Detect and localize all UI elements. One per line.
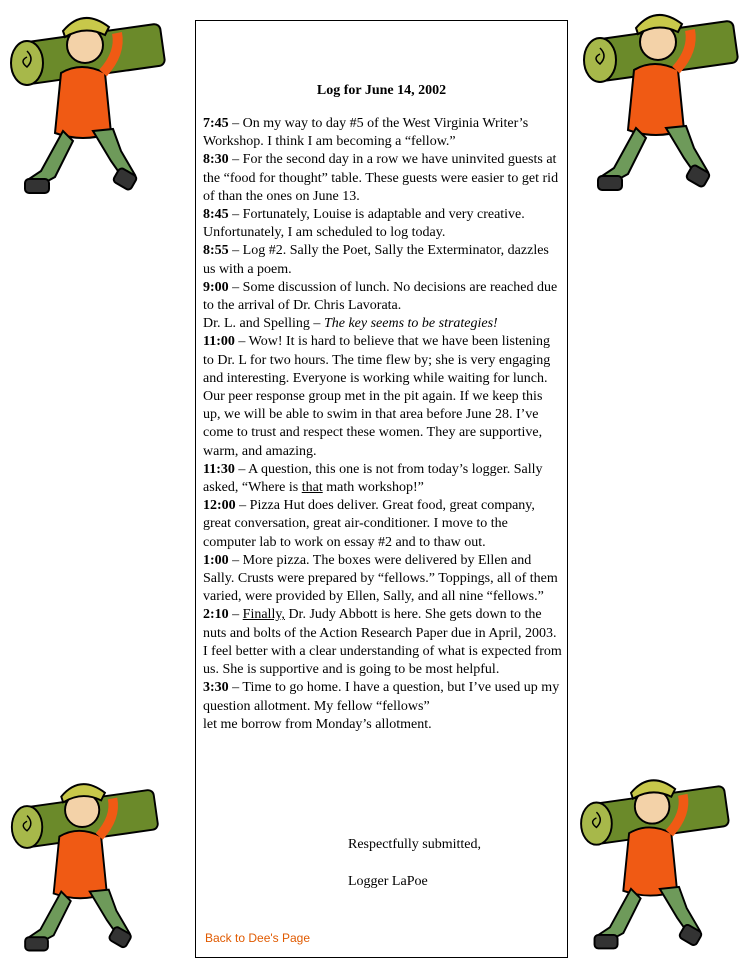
- entry-time: 1:00: [203, 552, 229, 568]
- entry-separator: –: [228, 279, 243, 295]
- entry-separator: –: [235, 498, 250, 514]
- entry-text: On my way to day #5 of the West Virginia Writer’s Workshop. I think I am becoming a “fellow.”: [203, 116, 529, 150]
- closing-text: Respectfully submitted,: [348, 837, 481, 852]
- log-panel: [195, 20, 568, 958]
- entry-text: Log #2. Sally the Poet, Sally the Exterminator, dazzles us with a poem.: [203, 243, 549, 277]
- entry-time: 11:30: [203, 461, 235, 477]
- entry-text: math workshop!”: [322, 480, 424, 496]
- entry-time: 3:30: [203, 680, 229, 696]
- log-entry: [203, 242, 563, 278]
- entry-underlined-text: that: [301, 480, 323, 496]
- log-entry-subtopic: [203, 315, 563, 333]
- entry-text: Wow! It is hard to believe that we have been listening to Dr. L for two hours. The time flew by; she is very engaging and interesting. Everyone is working while waiting for lunch. Our peer response group met in the pit again. If we keep this up, we will be able to swim in that area before June 28. I’ve come to trust and respect these women. They are supportive, warm, and amazing.: [203, 334, 551, 459]
- entry-separator: –: [228, 207, 243, 223]
- entry-separator: –: [228, 116, 243, 131]
- entry-separator: –: [228, 552, 243, 568]
- lumberjack-clipart: [0, 770, 170, 960]
- entry-time: 8:55: [203, 243, 229, 259]
- entry-time: 2:10: [203, 607, 229, 623]
- log-entry: [203, 151, 563, 206]
- lumberjack-clipart: [3, 3, 173, 203]
- lumberjack-clipart: [570, 766, 740, 958]
- entry-separator: –: [228, 243, 243, 259]
- log-entry: [203, 552, 563, 607]
- entry-time: 12:00: [203, 498, 236, 514]
- entry-separator: –: [234, 334, 249, 350]
- entry-text: Some discussion of lunch. No decisions are reached due to the arrival of Dr. Chris Lavorata.: [203, 279, 558, 314]
- entry-time: 7:45: [203, 116, 229, 131]
- signature: Logger LaPoe: [348, 874, 428, 889]
- log-entry: [203, 679, 563, 734]
- entry-time: 8:45: [203, 207, 229, 223]
- log-entry: [203, 333, 563, 460]
- entry-separator: –: [234, 461, 249, 477]
- back-link[interactable]: Back to Dee's Page: [205, 931, 311, 945]
- log-entries: [203, 115, 563, 734]
- lumberjack-clipart: [576, 0, 740, 200]
- entry-text: A question, this one is not from today’s logger. Sally asked, “Where is: [203, 461, 543, 496]
- entry-text: Time to go home. I have a question, but I’ve used up my question allotment. My fellow “fellows”: [203, 680, 560, 714]
- log-entry: [203, 115, 563, 151]
- log-entry: [203, 606, 563, 679]
- entry-text: Dr. Judy Abbott is here. She gets down to the nuts and bolts of the Action Research Paper due in April, 2003. I feel better with a clear understanding of what is expected from us. She is supportive and is going to be most helpful.: [203, 607, 562, 678]
- entry-text: Dr. L. and Spelling –: [203, 316, 324, 332]
- log-entry: [203, 279, 563, 315]
- page-title: Log for June 14, 2002: [316, 83, 447, 98]
- entry-separator: –: [228, 680, 243, 696]
- log-entry: [203, 461, 563, 497]
- entry-text: Pizza Hut does deliver. Great food, great company, great conversation, great air-conditioner. I move to the computer lab to work on essay #2 and to thaw out.: [203, 498, 535, 550]
- entry-text: let me borrow from Monday’s allotment.: [203, 716, 432, 732]
- log-entry: [203, 497, 563, 552]
- entry-italic-text: The key seems to be strategies!: [323, 316, 498, 332]
- log-entry: [203, 206, 563, 242]
- entry-time: 9:00: [203, 279, 229, 295]
- entry-text: Fortunately, Louise is adaptable and very creative. Unfortunately, I am scheduled to log today.: [203, 207, 525, 241]
- entry-text: More pizza. The boxes were delivered by Ellen and Sally. Crusts were prepared by “fellows.” Toppings, all of them varied, were provided by Ellen, Sally, and all nine “fellows.”: [203, 552, 558, 605]
- entry-separator: –: [228, 152, 243, 168]
- entry-time: 8:30: [203, 152, 229, 168]
- entry-underlined-text: Finally,: [242, 607, 285, 623]
- entry-text: For the second day in a row we have uninvited guests at the “food for thought” table. These guests were easier to get rid of than the ones on June 13.: [203, 152, 559, 204]
- entry-time: 11:00: [203, 334, 235, 350]
- entry-separator: –: [228, 607, 243, 623]
